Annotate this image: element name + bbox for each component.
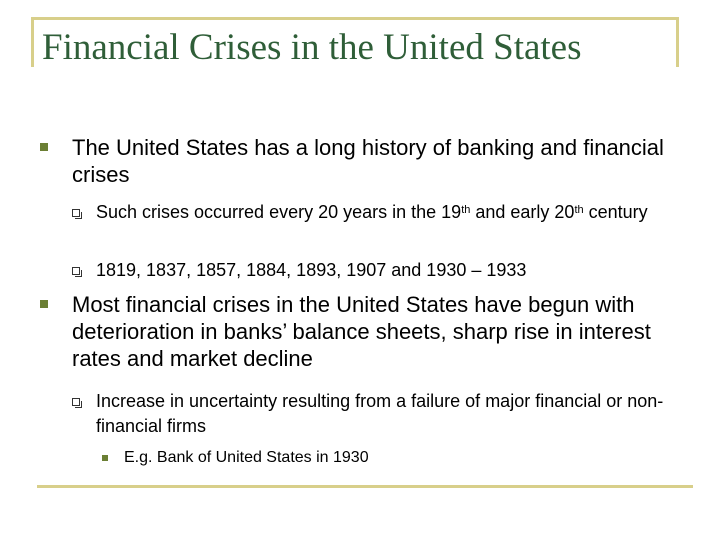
square-bullet-icon (40, 143, 48, 151)
slide-title: Financial Crises in the United States (42, 27, 582, 68)
bullet-2 (40, 291, 680, 372)
subbullet-2-1 (96, 389, 676, 439)
title-frame-left-rule (31, 17, 34, 67)
small-square-bullet-icon (102, 455, 108, 461)
hollow-square-bullet-icon (72, 267, 80, 275)
bullet-1-text: The United States has a long history of banking and financial crises (72, 135, 664, 187)
subbullet-1-1 (96, 200, 676, 225)
bullet-2-text: Most financial crises in the United States have begun with deterioration in banks’ balance sheets, sharp rise in interest rates and market decline (72, 292, 651, 371)
bottom-rule (37, 485, 693, 488)
subbullet-1-2-text: 1819, 1837, 1857, 1884, 1893, 1907 and 1930 – 1933 (96, 260, 527, 280)
superscript-th-2: th (574, 204, 584, 216)
hollow-square-bullet-icon (72, 398, 80, 406)
title-frame-right-rule (676, 17, 679, 67)
hollow-square-bullet-icon (72, 209, 80, 217)
subbullet-1-1-text-part3: century (583, 202, 648, 222)
subbullet-1-1-text-part1: Such crises occurred every 20 years in the 19 (96, 202, 462, 222)
subsubbullet-2-1-1-text: E.g. Bank of United States in 1930 (124, 449, 369, 466)
subsubbullet-2-1-1 (124, 448, 664, 468)
square-bullet-icon (40, 300, 48, 308)
title-frame-top-rule (31, 17, 679, 20)
subbullet-2-1-text: Increase in uncertainty resulting from a failure of major financial or non-financial firms (96, 391, 664, 436)
subbullet-1-2 (96, 258, 676, 283)
subbullet-1-1-text-part2: and early 20 (470, 202, 575, 222)
superscript-th-1: th (461, 204, 471, 216)
subbullet-1-1-text (96, 200, 676, 225)
bullet-1 (40, 134, 680, 188)
